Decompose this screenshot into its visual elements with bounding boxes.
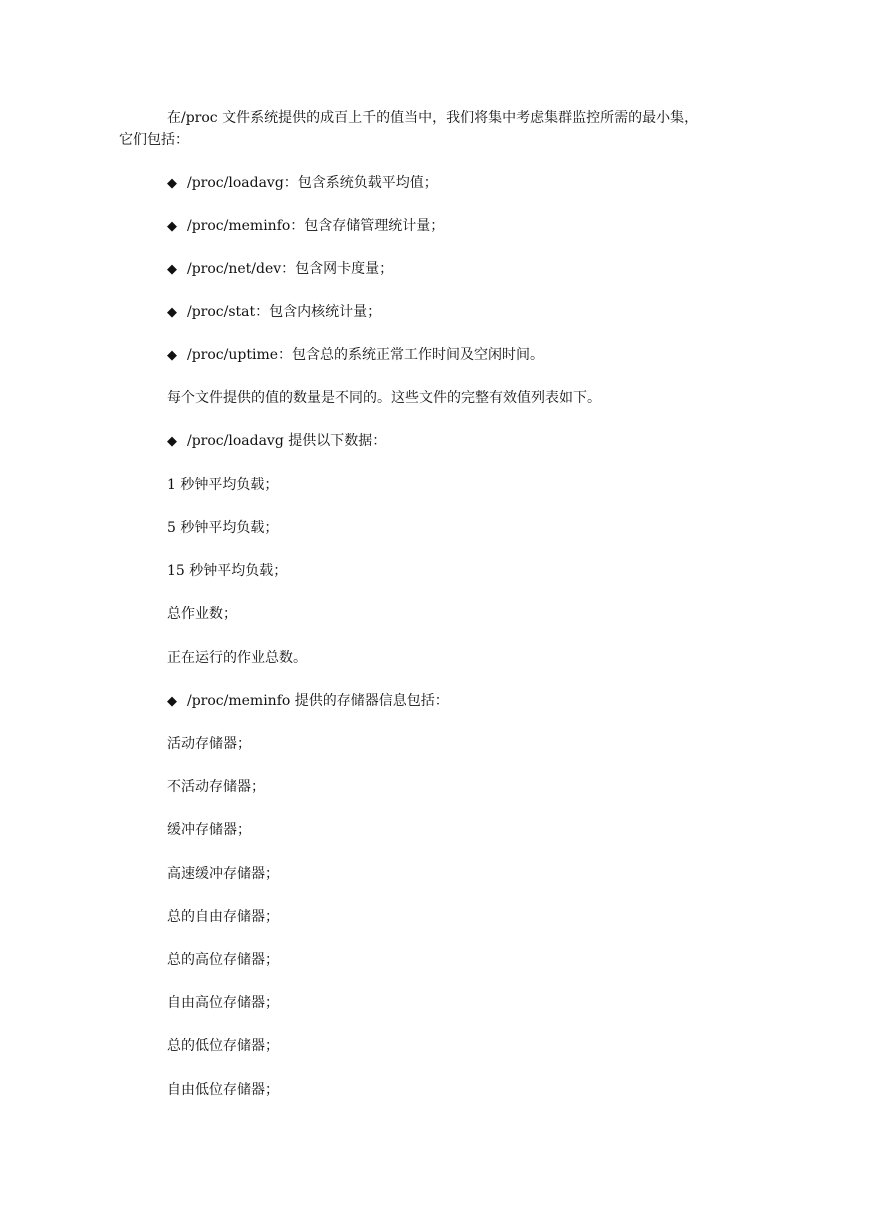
file-item-uptime: /proc/uptime：包含总的系统正常工作时间及空闲时间。 xyxy=(187,347,544,363)
list-item: 高速缓冲存储器； xyxy=(167,866,279,882)
bullet-icon: ◆ xyxy=(167,694,177,709)
list-item xyxy=(167,302,381,323)
list-item: 正在运行的作业总数。 xyxy=(167,650,307,666)
list-item xyxy=(167,259,393,280)
bullet-icon: ◆ xyxy=(167,434,177,449)
list-item: 总的高位存储器； xyxy=(167,952,279,968)
bullet-icon: ◆ xyxy=(167,262,177,277)
list-item: 总作业数； xyxy=(167,606,237,622)
list-item: 15 秒钟平均负载； xyxy=(167,563,288,579)
bullet-icon: ◆ xyxy=(167,305,177,320)
intro-paragraph-line-2: 它们包括： xyxy=(119,132,189,148)
list-item xyxy=(167,216,444,237)
summary-paragraph: 每个文件提供的值的数量是不同的。这些文件的完整有效值列表如下。 xyxy=(167,390,601,406)
bullet-icon: ◆ xyxy=(167,219,177,234)
list-item xyxy=(167,173,438,194)
list-item: 1 秒钟平均负载； xyxy=(167,477,279,493)
intro-paragraph-line-1: 在/proc 文件系统提供的成百上千的值当中，我们将集中考虑集群监控所需的最小集， xyxy=(167,110,699,126)
list-item: 总的低位存储器； xyxy=(167,1038,279,1054)
list-item xyxy=(167,345,544,366)
file-item-loadavg: /proc/loadavg：包含系统负载平均值； xyxy=(187,175,438,191)
bullet-icon: ◆ xyxy=(167,348,177,363)
list-item: 活动存储器； xyxy=(167,736,251,752)
file-item-net-dev: /proc/net/dev：包含网卡度量； xyxy=(187,261,394,277)
section-heading-meminfo xyxy=(167,691,449,712)
list-item: 5 秒钟平均负载； xyxy=(167,520,279,536)
list-item: 自由高位存储器； xyxy=(167,995,279,1011)
bullet-icon: ◆ xyxy=(167,176,177,191)
file-item-stat: /proc/stat：包含内核统计量； xyxy=(187,304,382,320)
list-item: 自由低位存储器； xyxy=(167,1082,279,1098)
list-item: 缓冲存储器； xyxy=(167,822,251,838)
list-item: 总的自由存储器； xyxy=(167,909,279,925)
list-item: 不活动存储器； xyxy=(167,779,265,795)
meminfo-heading-text: /proc/meminfo 提供的存储器信息包括： xyxy=(187,693,449,709)
loadavg-heading-text: /proc/loadavg 提供以下数据： xyxy=(187,433,387,449)
file-item-meminfo: /proc/meminfo：包含存储管理统计量； xyxy=(187,218,445,234)
section-heading-loadavg xyxy=(167,431,386,452)
